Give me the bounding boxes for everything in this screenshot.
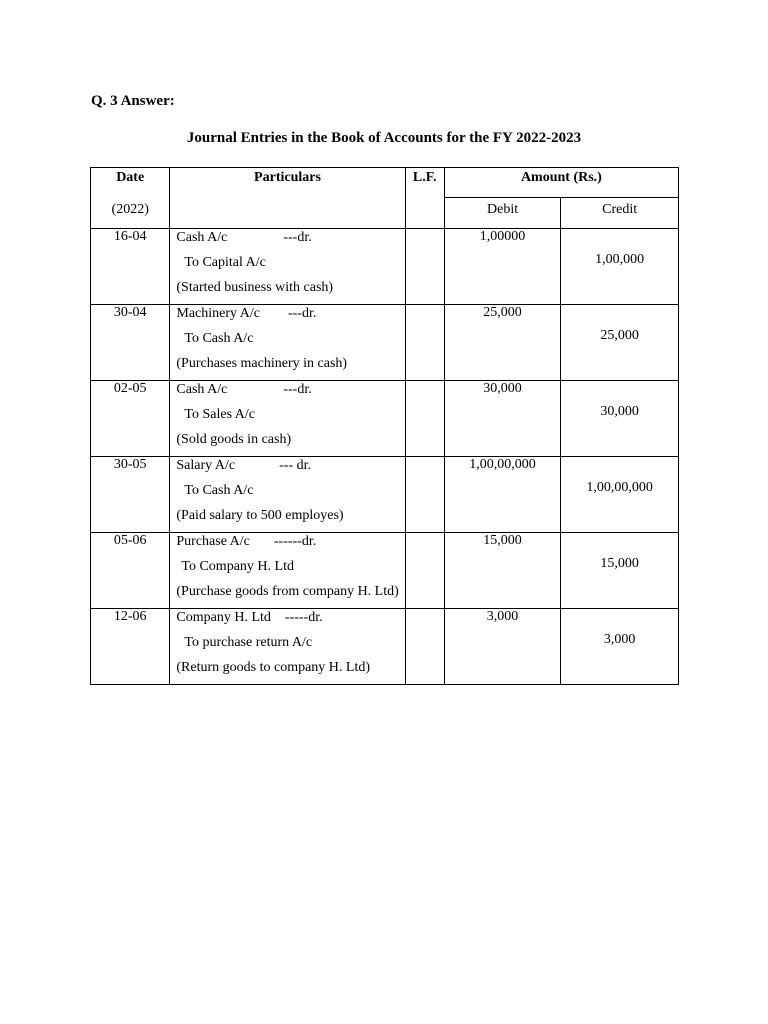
header-date: Date xyxy=(91,168,170,198)
debit-account: Machinery A/c xyxy=(176,306,260,321)
entry-debit: 15,000 xyxy=(444,533,561,609)
table-row xyxy=(91,609,679,685)
entry-debit: 25,000 xyxy=(444,305,561,381)
entry-particulars xyxy=(170,457,405,533)
narration: (Return goods to company H. Ltd) xyxy=(176,660,371,675)
entry-date: 02-05 xyxy=(91,381,170,457)
entry-credit: 1,00,00,000 xyxy=(586,480,653,495)
header-debit: Debit xyxy=(444,198,561,229)
debit-account: Salary A/c xyxy=(176,458,236,473)
credit-account: To Company H. Ltd xyxy=(181,559,294,574)
dr-mark: ---dr. xyxy=(283,230,312,245)
narration: (Started business with cash) xyxy=(176,280,334,295)
debit-account: Cash A/c xyxy=(176,382,228,397)
credit-account: To purchase return A/c xyxy=(184,635,313,650)
table-row xyxy=(91,381,679,457)
entry-credit-cell xyxy=(561,533,679,609)
dr-mark: ------dr. xyxy=(273,534,317,549)
entry-lf xyxy=(405,457,444,533)
entry-credit-cell xyxy=(561,305,679,381)
debit-account: Cash A/c xyxy=(176,230,228,245)
entry-credit-cell xyxy=(561,381,679,457)
entry-lf xyxy=(405,533,444,609)
entry-particulars xyxy=(170,381,405,457)
entry-credit-cell xyxy=(561,229,679,305)
debit-line xyxy=(170,229,404,254)
entry-date: 05-06 xyxy=(91,533,170,609)
narration: (Paid salary to 500 employes) xyxy=(176,508,344,523)
entry-credit: 25,000 xyxy=(600,328,639,343)
entry-debit: 1,00000 xyxy=(444,229,561,305)
entry-lf xyxy=(405,609,444,685)
table-row xyxy=(91,533,679,609)
dr-mark: --- dr. xyxy=(279,458,311,473)
narration: (Purchase goods from company H. Ltd) xyxy=(176,584,399,599)
entry-date: 30-04 xyxy=(91,305,170,381)
entry-debit: 30,000 xyxy=(444,381,561,457)
entry-particulars xyxy=(170,609,405,685)
header-amount: Amount (Rs.) xyxy=(444,168,678,198)
dr-mark: ---dr. xyxy=(283,382,312,397)
credit-account: To Cash A/c xyxy=(184,331,254,346)
dr-mark: ---dr. xyxy=(287,306,317,321)
entry-credit: 1,00,000 xyxy=(595,252,645,267)
table-row xyxy=(91,457,679,533)
entry-credit: 30,000 xyxy=(600,404,639,419)
table-header-row xyxy=(91,168,679,198)
entry-particulars xyxy=(170,305,405,381)
debit-account: Purchase A/c xyxy=(176,534,250,549)
entry-credit: 3,000 xyxy=(603,632,636,647)
narration: (Sold goods in cash) xyxy=(176,432,292,447)
entry-particulars xyxy=(170,229,405,305)
entry-particulars xyxy=(170,533,405,609)
debit-account: Company H. Ltd xyxy=(176,610,271,625)
dr-mark: -----dr. xyxy=(284,610,323,625)
entry-lf xyxy=(405,305,444,381)
credit-account: To Cash A/c xyxy=(184,483,254,498)
entry-debit: 1,00,00,000 xyxy=(444,457,561,533)
entry-credit: 15,000 xyxy=(600,556,639,571)
credit-account: To Capital A/c xyxy=(184,255,266,270)
header-lf: L.F. xyxy=(405,168,444,229)
table-row xyxy=(91,229,679,305)
entry-lf xyxy=(405,229,444,305)
header-credit: Credit xyxy=(561,198,679,229)
table-row xyxy=(91,305,679,381)
entry-date: 16-04 xyxy=(91,229,170,305)
debit-line xyxy=(170,381,404,406)
narration: (Purchases machinery in cash) xyxy=(176,356,348,371)
debit-line xyxy=(170,305,404,330)
entry-lf xyxy=(405,381,444,457)
page-title: Journal Entries in the Book of Accounts for the FY 2022-2023 xyxy=(186,130,582,146)
entry-debit: 3,000 xyxy=(444,609,561,685)
header-particulars: Particulars xyxy=(170,168,405,229)
debit-line xyxy=(170,533,404,558)
entry-date: 30-05 xyxy=(91,457,170,533)
question-heading: Q. 3 Answer: xyxy=(91,93,175,109)
debit-line xyxy=(170,457,404,482)
journal-table xyxy=(90,167,679,685)
debit-line xyxy=(170,609,404,634)
header-date-year: (2022) xyxy=(91,198,170,229)
credit-account: To Sales A/c xyxy=(184,407,255,422)
entry-date: 12-06 xyxy=(91,609,170,685)
entry-credit-cell xyxy=(561,609,679,685)
entry-credit-cell xyxy=(561,457,679,533)
